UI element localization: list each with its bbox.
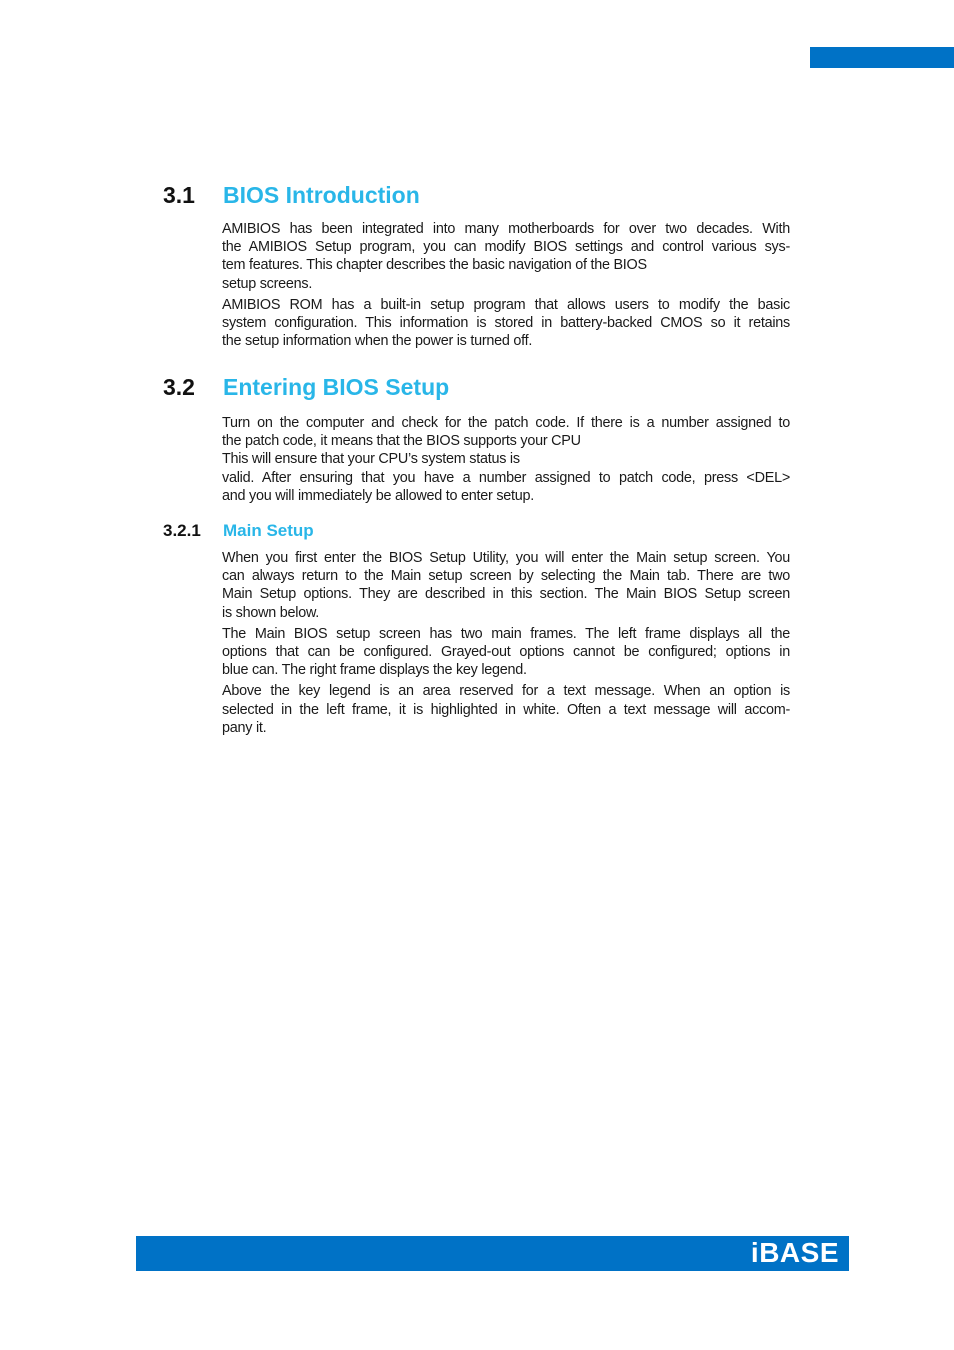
text-line: setup screens.: [222, 275, 313, 292]
text-line: and you will immediately be allowed to enter setup.: [222, 487, 535, 504]
section-title: BIOS Introduction: [223, 182, 420, 208]
text-line: pany it.: [222, 719, 267, 736]
text-line: Main Setup options. They are described in this section. The Main BIOS Setup screen: [222, 586, 790, 603]
subsection-number: 3.2.1: [163, 521, 201, 540]
subsection-heading: [163, 521, 803, 545]
text-line: blue can. The right frame displays the key legend.: [222, 662, 527, 679]
paragraph: [222, 682, 790, 737]
subsection-title: Main Setup: [223, 521, 314, 540]
text-line: the AMIBIOS Setup program, you can modify BIOS settings and control various sys-: [222, 239, 790, 256]
footer-bar: [136, 1236, 849, 1271]
text-line: the patch code, it means that the BIOS supports your CPU: [222, 433, 581, 450]
paragraph: [222, 414, 790, 505]
text-line: tem features. This chapter describes the basic navigation of the BIOS: [222, 257, 647, 274]
text-line: options that can be configured. Grayed-out options cannot be configured; options in: [222, 644, 790, 661]
text-line: This will ensure that your CPU’s system status is: [222, 451, 520, 468]
text-line: Above the key legend is an area reserved for a text message. When an option is: [222, 683, 790, 700]
text-line: AMIBIOS has been integrated into many motherboards for over two decades. With: [222, 221, 790, 237]
section-bios-introduction: [163, 182, 803, 353]
paragraph: [222, 549, 790, 622]
section-number: 3.1: [163, 182, 195, 208]
text-line: can always return to the Main setup screen by selecting the Main tab. There are two: [222, 568, 790, 585]
section-number: 3.2: [163, 374, 195, 400]
section-heading: [163, 182, 803, 212]
ibase-logo: iBASE: [750, 1237, 839, 1268]
text-line: the setup information when the power is turned off.: [222, 333, 533, 350]
section-entering-bios-setup: [163, 374, 803, 508]
text-line: selected in the left frame, it is highlighted in white. Often a text message will accom-: [222, 701, 790, 718]
section-title: Entering BIOS Setup: [223, 374, 450, 400]
paragraph: [222, 625, 790, 680]
text-line: valid. After ensuring that you have a number assigned to patch code, press <DEL>: [222, 469, 790, 486]
text-line: Turn on the computer and check for the patch code. If there is a number assigned to: [222, 415, 790, 431]
text-line: is shown below.: [222, 604, 320, 621]
top-accent-bar: [810, 47, 954, 68]
paragraph: [222, 296, 790, 351]
text-line: When you first enter the BIOS Setup Utility, you will enter the Main setup screen. You: [222, 550, 790, 566]
section-main-setup: [163, 521, 803, 740]
section-heading: [163, 374, 803, 404]
text-line: system configuration. This information is stored in battery-backed CMOS so it retains: [222, 315, 790, 332]
text-line: The Main BIOS setup screen has two main frames. The left frame displays all the: [222, 625, 790, 642]
paragraph: [222, 220, 790, 293]
text-line: AMIBIOS ROM has a built-in setup program that allows users to modify the basic: [222, 296, 790, 313]
